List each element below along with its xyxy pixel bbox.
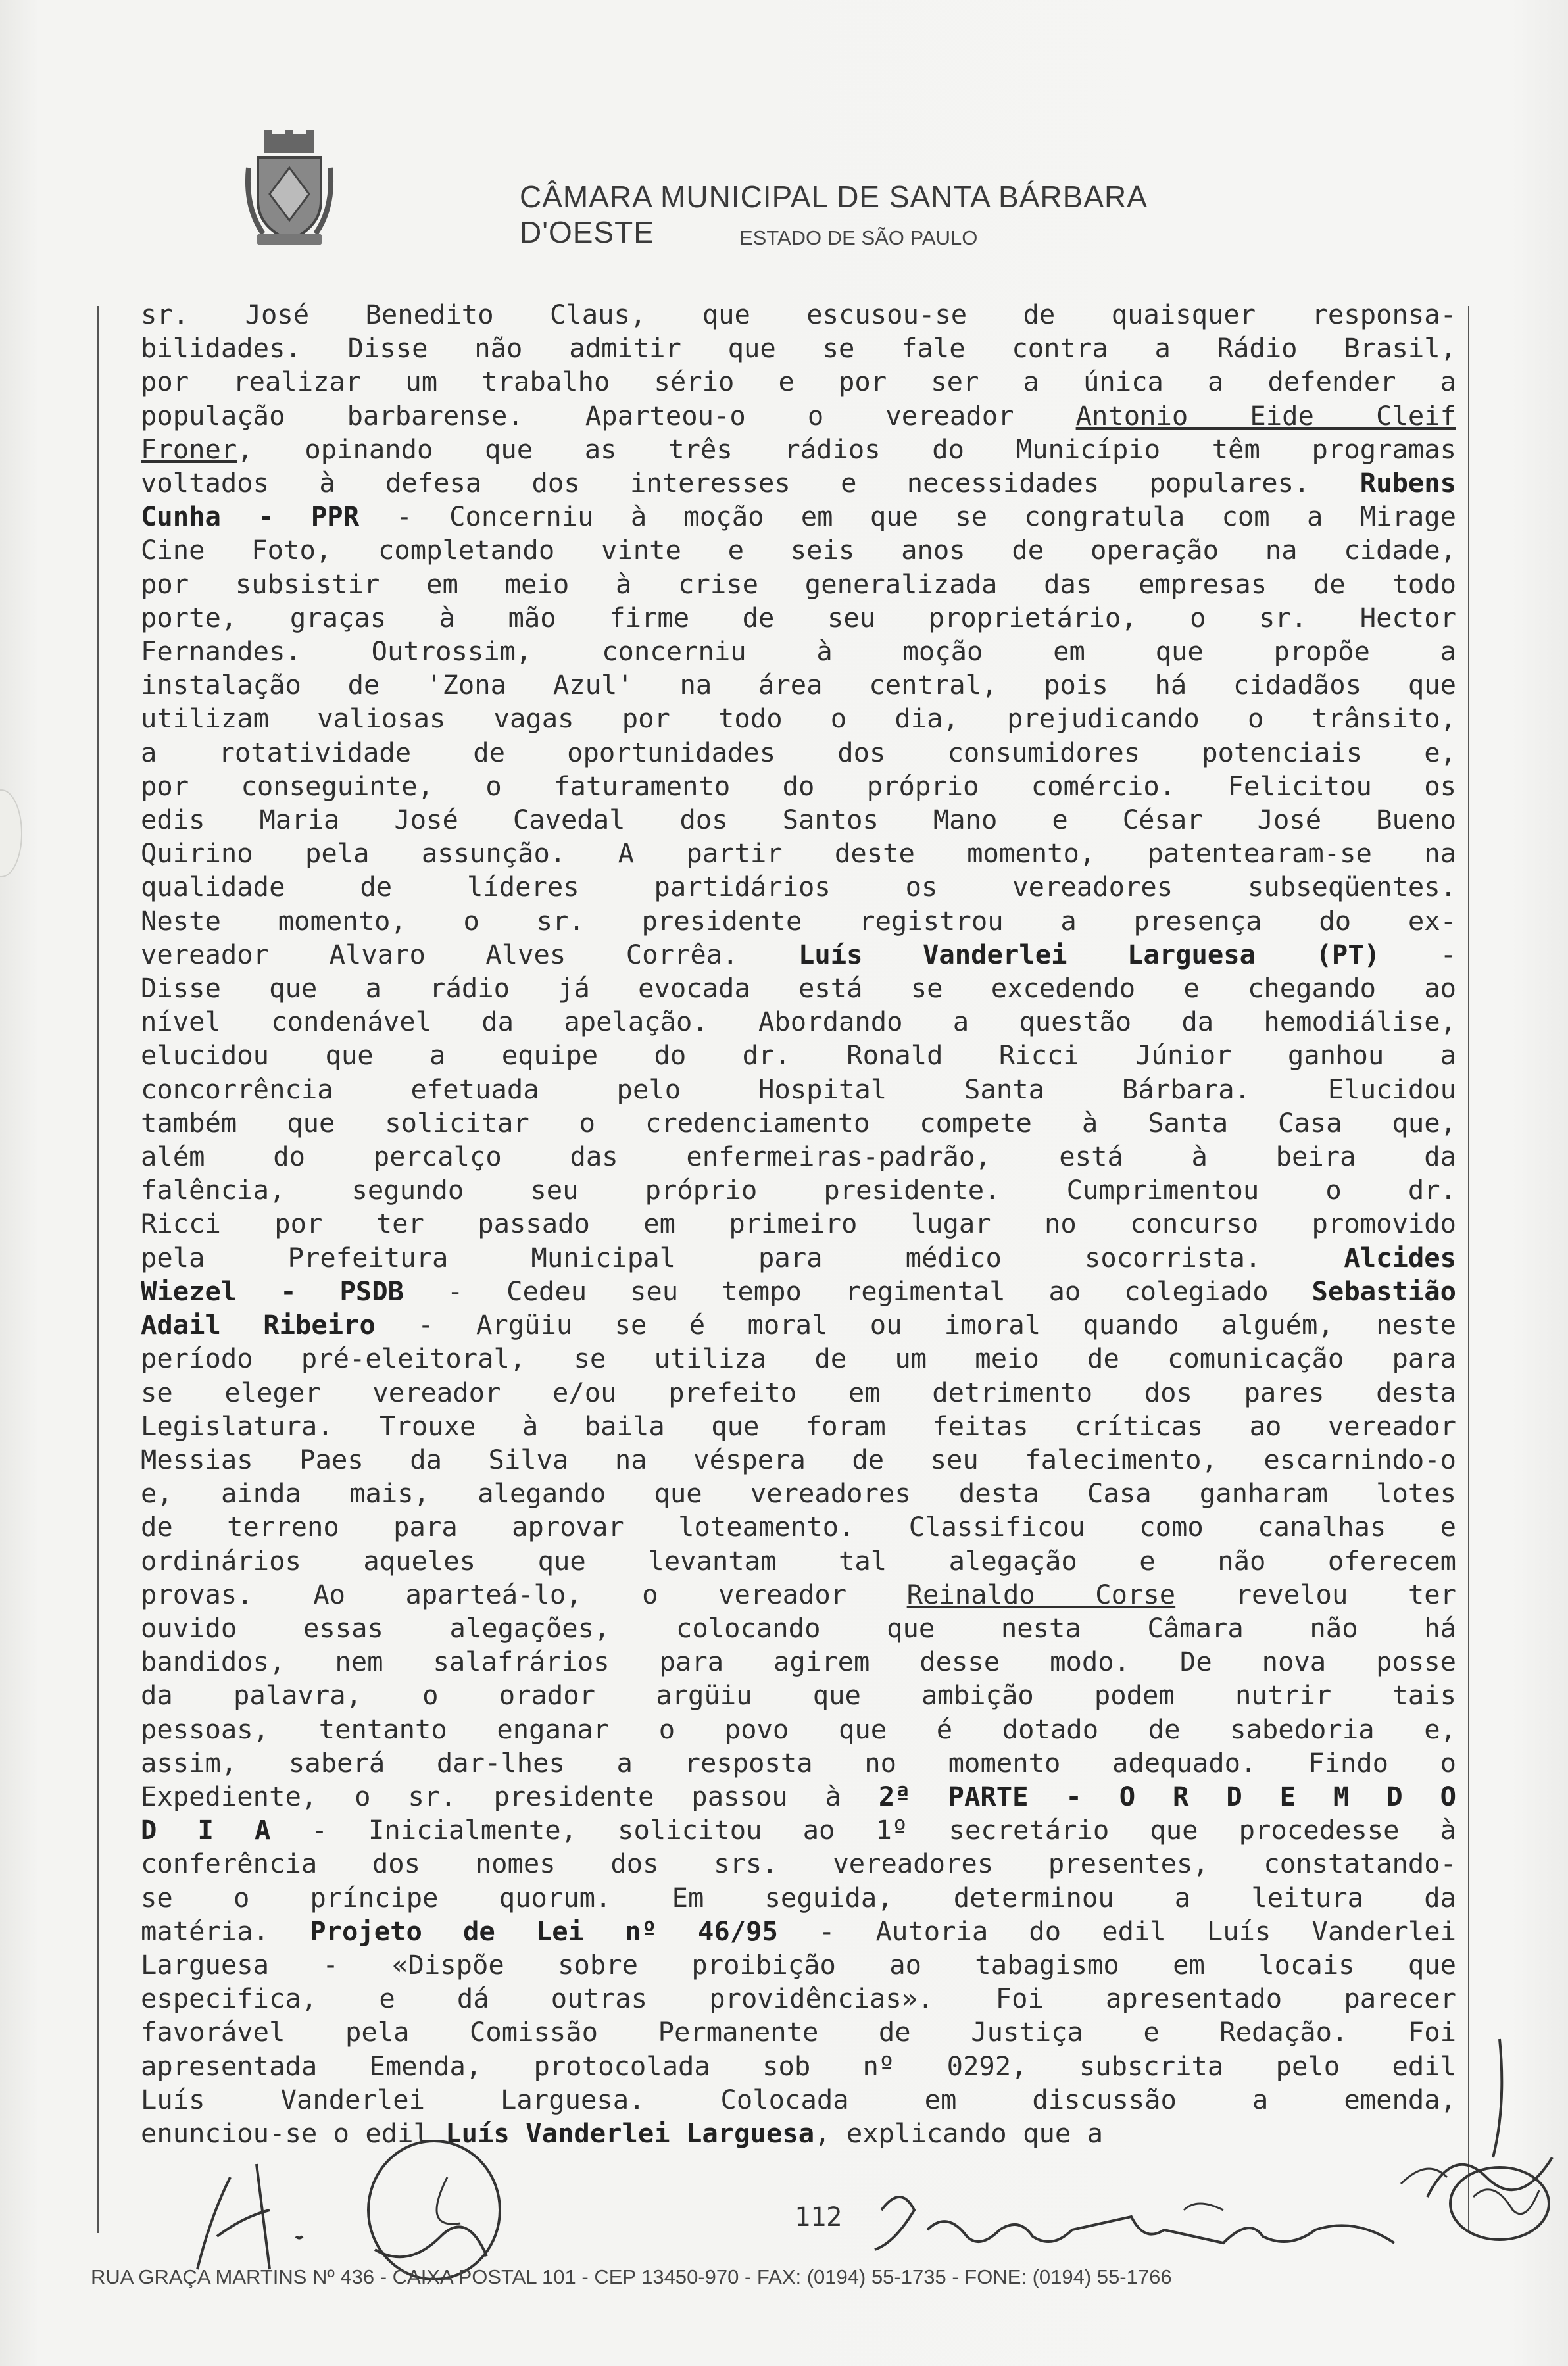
text-line: apresentada Emenda, protocolada sob nº 0292, subscrita pelo edil — [141, 2050, 1456, 2082]
chamber-title: CÂMARA MUNICIPAL DE SANTA BÁRBARA D'OESTE — [520, 180, 1146, 249]
text-line: Messias Paes da Silva na véspera de seu falecimento, escarnindo-o — [141, 1443, 1456, 1475]
councilor-name: Reinaldo Corse — [906, 1578, 1176, 1610]
text-line: da palavra, o orador argüiu que ambição podem nutrir tais — [141, 1679, 1456, 1712]
text-line: Legislatura. Trouxe à baila que foram feitas críticas ao vereador — [141, 1410, 1456, 1442]
text-line: utilizam valiosas vagas por todo o dia, prejudicando o trânsito, — [141, 702, 1456, 735]
text-line: também que solicitar o credenciamento compete à Santa Casa que, — [141, 1106, 1456, 1139]
text-line: provas. Ao aparteá-lo, o vereador Reinaldo Corse revelou ter — [141, 1578, 1456, 1610]
text-line: Cine Foto, completando vinte e seis anos de operação na cidade, — [141, 534, 1456, 566]
text-line: bilidades. Disse não admitir que se fale contra a Rádio Brasil, — [141, 332, 1456, 364]
minutes-body — [141, 298, 1456, 2150]
speaker-name: Sebastião — [1311, 1275, 1456, 1307]
text-line: população barbarense. Aparteou-o o vereador Antonio Eide Cleif — [141, 399, 1456, 431]
text-line: vereador Alvaro Alves Corrêa. Luís Vanderlei Larguesa (PT) - — [141, 938, 1456, 970]
text-line: período pré-eleitoral, se utiliza de um meio de comunicação para — [141, 1343, 1456, 1375]
right-margin-rule — [1468, 306, 1469, 2233]
text-line: elucidou que a equipe do dr. Ronald Ricci Júnior ganhou a — [141, 1039, 1456, 1072]
text-line: favorável pela Comissão Permanente de Justiça e Redação. Foi — [141, 2016, 1456, 2048]
text-line: Quirino pela assunção. A partir deste momento, patentearam-se na — [141, 837, 1456, 870]
text-line: sr. José Benedito Claus, que escusou-se de quaisquer responsa- — [141, 299, 1456, 330]
page-number: 112 — [795, 2202, 843, 2232]
section-heading: D I A — [141, 1814, 271, 1846]
text-line: Fernandes. Outrossim, concerniu à moção em que propõe a — [141, 635, 1456, 668]
text-line: Neste momento, o sr. presidente registrou a presença do ex- — [141, 904, 1456, 937]
speaker-name: Luís Vanderlei Larguesa (PT) — [798, 938, 1381, 970]
speaker-name: Wiezel - PSDB — [141, 1275, 404, 1307]
text-line: qualidade de líderes partidários os vereadores subseqüentes. — [141, 871, 1456, 903]
speaker-name: Rubens — [1360, 467, 1456, 499]
text-line: bandidos, nem salafrários para agirem desse modo. De nova posse — [141, 1646, 1456, 1678]
text-line: se eleger vereador e/ou prefeito em detrimento dos pares desta — [141, 1376, 1456, 1408]
text-line: porte, graças à mão firme de seu proprietário, o sr. Hector — [141, 601, 1456, 633]
signature-secretary — [855, 2171, 1434, 2263]
text-line: ordinários aqueles que levantam tal alegação e não oferecem — [141, 1544, 1456, 1577]
text-line: enunciou-se o edil Luís Vanderlei Larguesa, explicando que a — [141, 2117, 1103, 2149]
text-line: pessoas, tentanto enganar o povo que é dotado de sabedoria e, — [141, 1713, 1456, 1745]
text-line: instalação de 'Zona Azul' na área central, pois há cidadãos que — [141, 669, 1456, 701]
text-line: além do percalço das enfermeiras-padrão, está à beira da — [141, 1141, 1456, 1173]
footer-address: RUA GRAÇA MARTINS Nº 436 - CAIXA POSTAL 101 - CEP 13450-970 - FAX: (0194) 55-1735 - FONE: (0194) 55-1766 — [91, 2265, 1172, 2288]
text-line: de terreno para aprovar loteamento. Classificou como canalhas e — [141, 1511, 1456, 1543]
text-line: por realizar um trabalho sério e por ser a única a defender a — [141, 366, 1456, 398]
text-line: voltados à defesa dos interesses e necessidades populares. Rubens — [141, 467, 1456, 499]
text-line: conferência dos nomes dos srs. vereadores presentes, constatando- — [141, 1848, 1456, 1880]
text-line: se o príncipe quorum. Em seguida, determinou a leitura da — [141, 1881, 1456, 1913]
text-line: nível condenável da apelação. Abordando a questão da hemodiálise, — [141, 1006, 1456, 1038]
text-line: matéria. Projeto de Lei nº 46/95 - Autoria do edil Luís Vanderlei — [141, 1915, 1456, 1947]
speaker-name: Alcides — [1344, 1241, 1456, 1273]
text-line: por conseguinte, o faturamento do próprio comércio. Felicitou os — [141, 770, 1456, 802]
left-margin-rule — [97, 306, 99, 2233]
speaker-name: Adail Ribeiro — [141, 1309, 376, 1341]
text-line: especifica, e dá outras providências». Foi apresentado parecer — [141, 1983, 1456, 2015]
text-line: Cunha - PPR - Concerniu à moção em que se congratula com a Mirage — [141, 501, 1456, 533]
section-heading: 2ª PARTE - O R D E M D O — [878, 1780, 1456, 1812]
text-line: por subsistir em meio à crise generalizada das empresas de todo — [141, 568, 1456, 600]
text-line: Larguesa - «Dispõe sobre proibição ao tabagismo em locais que — [141, 1948, 1456, 1981]
text-line: Expediente, o sr. presidente passou à 2ª PARTE - O R D E M D O — [141, 1780, 1456, 1812]
speaker-name: Cunha - PPR — [141, 501, 360, 533]
text-line: Disse que a rádio já evocada está se excedendo e chegando ao — [141, 972, 1456, 1004]
speaker-name: Luís Vanderlei Larguesa — [445, 2117, 815, 2149]
text-line: pela Prefeitura Municipal para médico socorrista. Alcides — [141, 1241, 1456, 1273]
text-line: Froner, opinando que as três rádios do Município têm programas — [141, 433, 1456, 465]
text-line: D I A - Inicialmente, solicitou ao 1º secretário que procedesse à — [141, 1814, 1456, 1846]
text-line: falência, segundo seu próprio presidente. Cumprimentou o dr. — [141, 1174, 1456, 1206]
signature-initials-right — [1388, 2026, 1565, 2250]
councilor-name: Froner — [141, 433, 237, 465]
bill-title: Projeto de Lei nº 46/95 — [310, 1915, 778, 1947]
text-line: e, ainda mais, alegando que vereadores desta Casa ganharam lotes — [141, 1477, 1456, 1510]
coat-of-arms-icon — [243, 128, 335, 253]
state-subtitle: ESTADO DE SÃO PAULO — [739, 226, 978, 249]
text-line: Ricci por ter passado em primeiro lugar no concurso promovido — [141, 1208, 1456, 1240]
text-line: edis Maria José Cavedal dos Santos Mano e César José Bueno — [141, 804, 1456, 836]
text-line: Luís Vanderlei Larguesa. Colocada em discussão a emenda, — [141, 2083, 1456, 2115]
councilor-name: Antonio Eide Cleif — [1075, 399, 1456, 431]
text-line: concorrência efetuada pelo Hospital Santa Bárbara. Elucidou — [141, 1073, 1456, 1105]
text-line: Wiezel - PSDB - Cedeu seu tempo regimental ao colegiado Sebastião — [141, 1275, 1456, 1307]
text-line: assim, saberá dar-lhes a resposta no momento adequado. Findo o — [141, 1746, 1456, 1779]
text-line: a rotatividade de oportunidades dos consumidores potenciais e, — [141, 736, 1456, 768]
text-line: ouvido essas alegações, colocando que nesta Câmara não há — [141, 1612, 1456, 1644]
text-line: Adail Ribeiro - Argüiu se é moral ou imoral quando alguém, neste — [141, 1309, 1456, 1341]
